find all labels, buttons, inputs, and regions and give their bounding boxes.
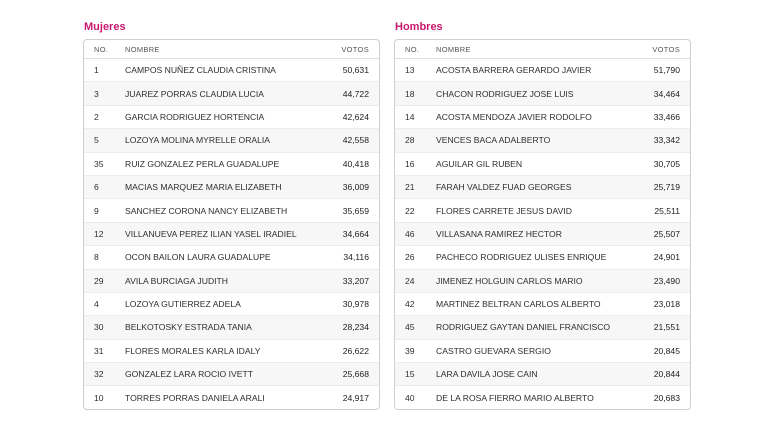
candidate-number: 26 (395, 246, 436, 269)
table-row (84, 222, 379, 245)
vote-count: 40,418 (309, 152, 379, 175)
candidate-name: LARA DAVILA JOSE CAIN (436, 363, 620, 386)
vote-count: 25,668 (309, 363, 379, 386)
vote-count: 23,490 (620, 269, 690, 292)
table-row (84, 386, 379, 409)
candidate-name: RODRIGUEZ GAYTAN DANIEL FRANCISCO (436, 316, 620, 339)
candidate-number: 18 (395, 82, 436, 105)
candidate-name: MARTINEZ BELTRAN CARLOS ALBERTO (436, 292, 620, 315)
candidate-number: 5 (84, 129, 125, 152)
candidate-number: 22 (395, 199, 436, 222)
vote-count: 20,845 (620, 339, 690, 362)
hombres-title: Hombres (395, 21, 443, 33)
candidate-name: CHACON RODRIGUEZ JOSE LUIS (436, 82, 620, 105)
table-row (84, 59, 379, 82)
candidate-number: 46 (395, 222, 436, 245)
candidate-name: FARAH VALDEZ FUAD GEORGES (436, 175, 620, 198)
header-name: NOMBRE (436, 40, 620, 59)
candidate-name: CASTRO GUEVARA SERGIO (436, 339, 620, 362)
candidate-number: 10 (94, 392, 104, 403)
hombres-table-body (395, 59, 690, 409)
candidate-number: 42 (395, 292, 436, 315)
candidate-name: TORRES PORRAS DANIELA ARALI (125, 392, 265, 403)
table-row (395, 105, 690, 128)
candidate-number: 2 (84, 105, 125, 128)
candidate-name: VILLANUEVA PEREZ ILIAN YASEL IRADIEL (125, 222, 309, 245)
table-row (84, 246, 379, 269)
table-row (84, 105, 379, 128)
candidate-name: FLORES MORALES KARLA IDALY (125, 339, 309, 362)
vote-count: 42,624 (309, 105, 379, 128)
mujeres-title: Mujeres (84, 21, 126, 33)
candidate-name: OCON BAILON LAURA GUADALUPE (125, 246, 309, 269)
mujeres-panel (83, 20, 380, 410)
vote-count: 25,511 (620, 199, 690, 222)
table-row (395, 82, 690, 105)
candidate-name: DE LA ROSA FIERRO MARIO ALBERTO (436, 392, 594, 403)
vote-count: 50,631 (309, 59, 379, 82)
table-row (84, 199, 379, 222)
table-row (84, 82, 379, 105)
candidate-name: LOZOYA MOLINA MYRELLE ORALIA (125, 129, 309, 152)
candidate-name: AVILA BURCIAGA JUDITH (125, 269, 309, 292)
candidate-name: LOZOYA GUTIERREZ ADELA (125, 292, 309, 315)
candidate-name: VENCES BACA ADALBERTO (436, 129, 620, 152)
table-row (84, 175, 379, 198)
candidate-number: 12 (84, 222, 125, 245)
table-row (395, 175, 690, 198)
candidate-name: GONZALEZ LARA ROCIO IVETT (125, 363, 309, 386)
candidate-number: 39 (395, 339, 436, 362)
mujeres-table (84, 40, 379, 409)
candidate-number: 1 (84, 59, 125, 82)
candidate-name: AGUILAR GIL RUBEN (436, 152, 620, 175)
hombres-panel (394, 20, 691, 410)
vote-count: 24,917 (342, 392, 369, 403)
vote-count: 51,790 (620, 59, 690, 82)
candidate-number: 9 (84, 199, 125, 222)
candidate-number: 45 (395, 316, 436, 339)
candidate-number: 16 (395, 152, 436, 175)
header-votes: VOTOS (620, 40, 690, 59)
table-row (395, 152, 690, 175)
table-row (395, 363, 690, 386)
table-row (395, 246, 690, 269)
candidate-number: 32 (84, 363, 125, 386)
vote-count: 33,207 (309, 269, 379, 292)
candidate-name: ACOSTA BARRERA GERARDO JAVIER (436, 59, 620, 82)
candidate-name: JIMENEZ HOLGUIN CARLOS MARIO (436, 269, 620, 292)
table-row (395, 59, 690, 82)
candidate-number: 13 (395, 59, 436, 82)
vote-count: 33,466 (620, 105, 690, 128)
vote-count: 25,507 (620, 222, 690, 245)
vote-count: 34,116 (309, 246, 379, 269)
hombres-header-row (395, 40, 690, 59)
candidate-number: 6 (84, 175, 125, 198)
vote-count: 25,719 (620, 175, 690, 198)
candidate-number: 21 (395, 175, 436, 198)
hombres-table (395, 40, 690, 409)
candidate-number: 4 (84, 292, 125, 315)
candidate-name: CAMPOS NUÑEZ CLAUDIA CRISTINA (125, 59, 309, 82)
candidate-number: 15 (395, 363, 436, 386)
candidate-number: 14 (395, 105, 436, 128)
vote-count: 35,659 (309, 199, 379, 222)
vote-count: 34,464 (620, 82, 690, 105)
vote-count: 30,705 (620, 152, 690, 175)
candidate-name: MACIAS MARQUEZ MARIA ELIZABETH (125, 175, 309, 198)
candidate-name: BELKOTOSKY ESTRADA TANIA (125, 316, 309, 339)
candidate-name: JUAREZ PORRAS CLAUDIA LUCIA (125, 82, 309, 105)
table-row (395, 222, 690, 245)
candidate-name: ACOSTA MENDOZA JAVIER RODOLFO (436, 105, 620, 128)
table-row (84, 292, 379, 315)
candidate-number: 3 (84, 82, 125, 105)
table-row (395, 199, 690, 222)
table-row (84, 152, 379, 175)
mujeres-table-box (83, 39, 380, 410)
vote-count: 26,622 (309, 339, 379, 362)
table-row (84, 339, 379, 362)
candidate-number: 24 (395, 269, 436, 292)
table-row (84, 269, 379, 292)
candidate-number: 30 (84, 316, 125, 339)
candidate-number: 40 (405, 392, 415, 403)
candidate-name: VILLASANA RAMIREZ HECTOR (436, 222, 620, 245)
candidate-name: FLORES CARRETE JESUS DAVID (436, 199, 620, 222)
vote-count: 20,844 (620, 363, 690, 386)
candidate-name: GARCIA RODRIGUEZ HORTENCIA (125, 105, 309, 128)
table-row (84, 129, 379, 152)
candidate-number: 35 (84, 152, 125, 175)
candidate-name: RUIZ GONZALEZ PERLA GUADALUPE (125, 152, 309, 175)
vote-count: 21,551 (620, 316, 690, 339)
header-no: NO. (84, 40, 125, 59)
candidate-number: 8 (84, 246, 125, 269)
hombres-table-box (394, 39, 691, 410)
candidate-number: 31 (84, 339, 125, 362)
table-row (395, 316, 690, 339)
vote-count: 34,664 (309, 222, 379, 245)
header-no: NO. (395, 40, 436, 59)
header-votes: VOTOS (309, 40, 379, 59)
header-name: NOMBRE (125, 40, 309, 59)
candidate-number: 29 (84, 269, 125, 292)
candidate-name: PACHECO RODRIGUEZ ULISES ENRIQUE (436, 246, 620, 269)
vote-count: 42,558 (309, 129, 379, 152)
table-row (395, 339, 690, 362)
table-row (84, 363, 379, 386)
vote-count: 44,722 (309, 82, 379, 105)
table-row (84, 316, 379, 339)
mujeres-header-row (84, 40, 379, 59)
vote-count: 30,978 (309, 292, 379, 315)
table-row (395, 292, 690, 315)
table-row (395, 386, 690, 409)
vote-count: 28,234 (309, 316, 379, 339)
table-row (395, 269, 690, 292)
table-row (395, 129, 690, 152)
mujeres-table-body (84, 59, 379, 409)
vote-count: 36,009 (309, 175, 379, 198)
vote-count: 23,018 (620, 292, 690, 315)
vote-count: 24,901 (620, 246, 690, 269)
vote-count: 20,683 (653, 392, 680, 403)
vote-count: 33,342 (620, 129, 690, 152)
candidate-name: SANCHEZ CORONA NANCY ELIZABETH (125, 199, 309, 222)
candidate-number: 28 (395, 129, 436, 152)
